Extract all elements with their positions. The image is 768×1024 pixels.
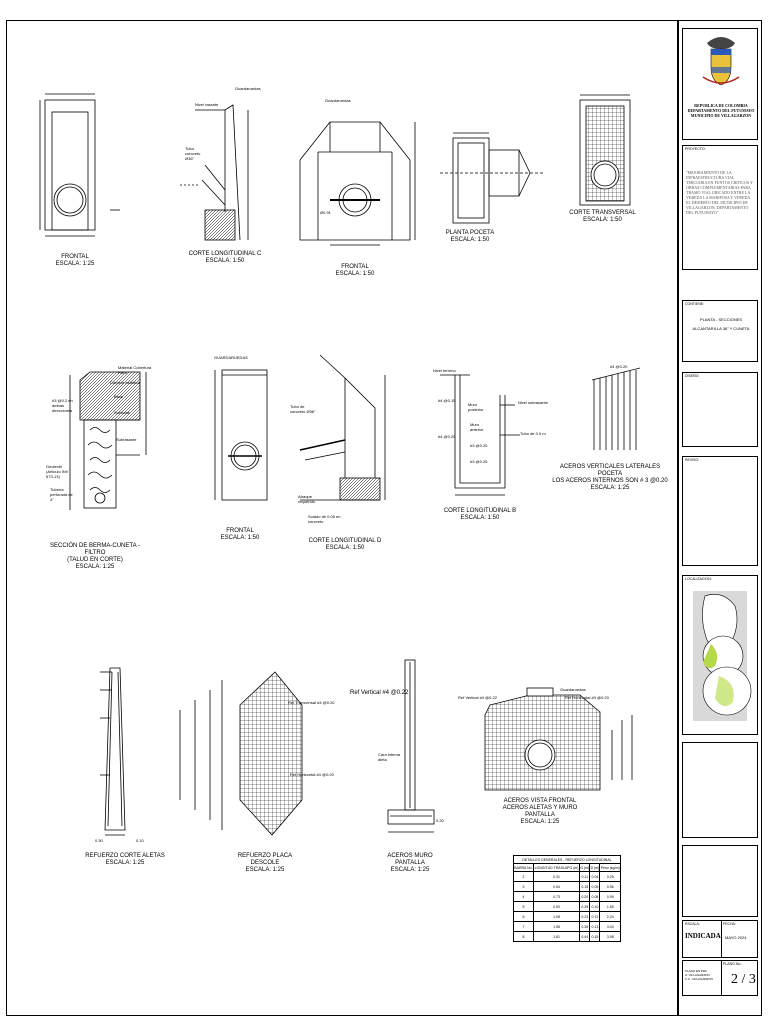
table-cell: 0.25 [580,902,590,912]
note-line-2: A: VILLAGARZON [685,973,710,977]
frontal-3-label [200,528,280,542]
aletas-dim-2: 0.10 [136,838,144,843]
planta-poceta-title: PLANTA POCETA [445,230,495,236]
table-header-row [514,864,621,872]
notes-cell [683,961,722,995]
refuerzo-aletas-drawing [100,668,125,835]
aceros-muro-drawing [388,660,434,832]
corte-b-scale: ESCALA: 1:50 [460,515,500,521]
sheet-number: 2 / 3 [731,972,756,987]
scale-value: INDICADA [685,932,721,940]
guardaruedas-note-vista: Guardaruedas [560,687,586,692]
subrasante-note: Subrasante [116,437,137,442]
table-cell: 0.13 [590,922,600,932]
table-row [514,902,621,912]
table-cell: 0.73 [533,892,579,902]
table-header-cell: Peso (kg/m) [600,865,620,870]
refuerzo-placa-title: REFUERZO PLACA DESCOLE [237,853,293,866]
seccion-berma-title: SECCIÓN DE BERMA-CUNETA -FILTRO [50,543,140,556]
table-cell: 0.99 [600,892,621,902]
aceros-vista-drawing [485,688,632,790]
aceros-verticales-subtitle: LOS ACEROS INTERNOS SON # 3 @0.20 [552,478,668,484]
corte-d-label [300,538,390,552]
ref-transversal-note: Ref Transversal #4 @0.20 [288,700,335,705]
frontal-2-title: FRONTAL [341,264,369,270]
table-cell: 6 [514,912,534,922]
aceros-verticales-drawing [592,368,640,450]
refuerzo-placa-drawing [180,672,302,835]
table-title: DETALLES GENERALES - REFUERZO LONGITUDINAL [514,856,621,864]
guardaruedas-note-c: Guardaruedas [235,86,261,91]
refuerzo-placa-scale: ESCALA: 1:25 [245,867,285,873]
table-header-cell: D (m) [590,865,600,870]
tuberia-note: Tubería perforada de 4" [50,487,73,502]
entity-name [685,103,757,118]
aceros-muro-title: ACEROS MURO PANTALLA [387,853,433,866]
table-cell: 0.56 [600,882,621,892]
note-line-3: C.C. VILLAGARZON [685,977,713,981]
table-cell: 0.08 [590,892,600,902]
muro-dim-note: 0.20 [436,818,444,823]
frontal-1-label [35,254,115,268]
frontal-1-scale: ESCALA: 1:25 [55,261,95,267]
table-cell: 0.15 [580,882,590,892]
base-note: Base [114,394,124,399]
aceros-verticales-scale: ESCALA: 1:25 [590,485,630,491]
table-cell: 1.55 [600,902,621,912]
planta-poceta-scale: ESCALA: 1:50 [450,237,490,243]
ref-vertical-muro-note: Ref Vertical #4 @0.22 [350,690,409,696]
blank-box-1 [682,742,758,838]
refuerzo-aletas-scale: ESCALA: 1:25 [105,860,145,866]
table-row [514,932,621,942]
ref-vertical-vista-note: Ref Vertical #4 @0.22 [458,695,497,700]
table-cell: 0.54 [533,882,579,892]
seccion-berma-label [45,543,145,571]
refuerzo-placa-label [225,853,305,874]
nivel-subrasante-note: Nivel subrasante [518,400,548,405]
aceros-verticales-title: ACEROS VERTICALES LATERALES POCETA [559,464,661,477]
material-cobertura-note: Material Cobertura Filtro [118,365,152,375]
corte-transversal-title: CORTE TRANSVERSAL [569,210,636,216]
table-cell: 0.35 [580,922,590,932]
table-row [514,872,621,882]
table-row [514,922,621,932]
design-box [682,372,758,447]
corte-b-label [440,508,520,522]
aceros-vista-subtitle: ACEROS ALETAS Y MURO PANTALLA [502,805,578,818]
entity-box [682,28,758,140]
refuerzo-table [513,855,621,942]
project-label: PROYECTO: [685,147,706,151]
table-cell: 8 [514,932,534,942]
table-row [514,912,621,922]
aceros-vista-label [490,798,590,826]
review-label: REVISO: [685,458,700,462]
table-row [514,892,621,902]
carpeta-note: Carpeta asfáltica [110,380,141,385]
corte-d-title: CORTE LONGITUDINAL D [308,538,382,544]
acero-b-2: #4 @0.20 [438,434,456,439]
scale-label: ESCALA: [685,922,700,926]
location-map-icon [683,576,759,736]
content-label: CONTIENE: [685,302,705,306]
nivel-rasante-note: Nivel rasante [195,102,219,107]
acero-b-4: #3 @0.25 [470,459,488,464]
content-box [682,300,758,362]
planta-poceta-drawing [440,133,545,223]
frontal-1-drawing [40,94,120,236]
solado-note: Solado de 0.05 en concreto [308,514,341,524]
ref-horizontal-note: Ref Horizontal #4 @0.20 [290,772,334,777]
entity-line-2: DEPARTAMENTO DEL PUTUMAYO [687,108,755,113]
scale-cell [683,921,722,957]
corte-transversal-drawing [580,95,630,205]
corte-c-scale: ESCALA: 1:50 [205,258,245,264]
corte-transversal-label [565,210,640,224]
coat-of-arms-icon [683,29,759,141]
table-cell: 0.23 [580,912,590,922]
blank-box-2 [682,845,758,917]
corte-c-drawing [180,105,248,240]
table-cell: 2 [514,872,534,882]
table-cell: 0.04 [590,872,600,882]
note-line-1: PLANO EN PDF [685,969,708,973]
table-cell: 7 [514,922,534,932]
corte-d-scale: ESCALA: 1:50 [325,545,365,551]
table-cell: 0.15 [590,932,600,942]
table-cell: 1.08 [533,912,579,922]
table-cell: 0.90 [533,902,579,912]
table-cell: 1.81 [533,932,579,942]
notes-text [685,969,713,981]
ref-horizontal-vista-note: Ref Horizontal #3 @0.20 [565,695,609,700]
subbase-note: Subbase [114,410,130,415]
atraque-note: Atraque requerido [298,494,315,504]
muro-anterior-note: Muro anterior [470,422,484,432]
table-body [514,872,621,942]
frontal-2-drawing [300,122,415,245]
frontal-3-title: FRONTAL [226,528,254,534]
date-label: FECHA: [723,922,736,926]
table-cell: 2.24 [600,912,621,922]
tubo-note-b: Tubo de 0.9 m [520,431,546,436]
table-cell: 3 [514,882,534,892]
location-box [682,575,758,735]
cara-interna-note: Cara interna aleta [378,752,401,762]
table-header-cell: BARRA No. [514,865,533,870]
aceros-vista-scale: ESCALA: 1:25 [520,819,560,825]
design-label: DISEÑO: [685,374,700,378]
table-cell: 0.25 [600,872,621,882]
geotextil-note: Geotextil (Articulo INV 673-13) [46,464,69,479]
corte-c-label [185,251,265,265]
seccion-berma-scale: ESCALA: 1:25 [75,564,115,570]
aceros-verticales-label [550,464,670,492]
frontal-2-scale: ESCALA: 1:50 [335,271,375,277]
date-value: MAYO 2024 [725,935,747,940]
table-header-cell: LONGITUD TRASLAPO (m) [534,865,579,870]
table-cell: 0.31 [533,872,579,882]
content-line-2: ALCANTARILLA 36" Y CUNETA [692,326,750,331]
tubo-note-c: Tubo concreto Ø36" [185,146,201,161]
frontal-3-scale: ESCALA: 1:50 [220,535,260,541]
refuerzo-aletas-label [85,853,165,867]
entity-line-3: MUNICIPIO DE VILLAGARZON [690,113,752,118]
frontal-1-title: FRONTAL [61,254,89,260]
aletas-dim-1: 0.30 [95,838,103,843]
sheet-box [682,960,758,996]
entity-line-1: REPUBLICA DE COLOMBIA [694,103,748,108]
scale-date-box [682,920,758,958]
tubo-note-d: Tubo de concreto Ø36" [290,404,316,414]
table-cell: 0.20 [580,892,590,902]
content-text [685,315,757,333]
aceros-vista-title: ACEROS VISTA FRONTAL [503,798,577,804]
guardaruedas-note-f3: GUARDARUEDAS [214,355,248,360]
table-cell: 0.10 [590,902,600,912]
table-cell: 1.58 [533,922,579,932]
guardaruedas-note-f2: Guardaruedas [325,98,351,103]
planta-poceta-label [435,230,505,244]
muro-posterior-note: Muro posterior [468,402,484,412]
table-cell: 5 [514,902,534,912]
table-header-cell: G (m) [580,865,590,870]
table-row [514,882,621,892]
aceros-muro-label [375,853,445,874]
diameter-note-f2: Ø0.91 [320,210,331,215]
table-cell: 0.05 [590,882,600,892]
acero-vertical-note: #4 @0.20 [610,364,628,369]
table-cell: 0.11 [580,872,590,882]
project-text: "MEJORAMIENTO DE LA INFRAESTRUCTURA VIAL TERCIARIA EN PUNTOS CRITICOS Y OBRAS COMPLEMENTARIAS PARA TRAMO VIAL UBICADO ENTRE LA VEREDA LA MARIPOSA Y VEREDA EL DESIERTO DEL MUNICIPIO DE VILLAGARZON, DEPARTAMENTO DEL PUTUMAYO" [686,170,753,215]
location-label: LOCALIZACION: [685,577,712,581]
table-cell: 3.98 [600,932,621,942]
table-cell: 0.12 [590,912,600,922]
corte-transversal-scale: ESCALA: 1:50 [583,217,622,223]
refuerzo-aletas-title: REFUERZO CORTE ALETAS [85,853,165,859]
table-cell: 3.04 [600,922,621,932]
corte-b-title: CORTE LONGITUDINAL B [443,508,517,514]
content-line-1: PLANTA - SECCIONES [699,317,743,322]
corte-d-drawing [300,355,385,500]
acero-berma-note: #3 @0.2 en ambas direcciones [52,398,73,413]
table-cell: 0.44 [580,932,590,942]
acero-b-3: #3 @0.20 [470,443,488,448]
corte-c-title: CORTE LONGITUDINAL C [188,251,262,257]
seccion-berma-subtitle: (TALUD EN CORTE) [67,557,123,563]
acero-b-1: #4 @0.15 [438,398,456,403]
project-box [682,145,758,270]
table-cell: 4 [514,892,534,902]
frontal-2-label [315,264,395,278]
frontal-3-drawing [215,370,267,500]
aceros-muro-scale: ESCALA: 1:25 [390,867,430,873]
nivel-terreno-note: Nivel terreno [433,368,456,373]
sheet-label: PLANO No.: [723,962,743,966]
review-box [682,456,758,566]
